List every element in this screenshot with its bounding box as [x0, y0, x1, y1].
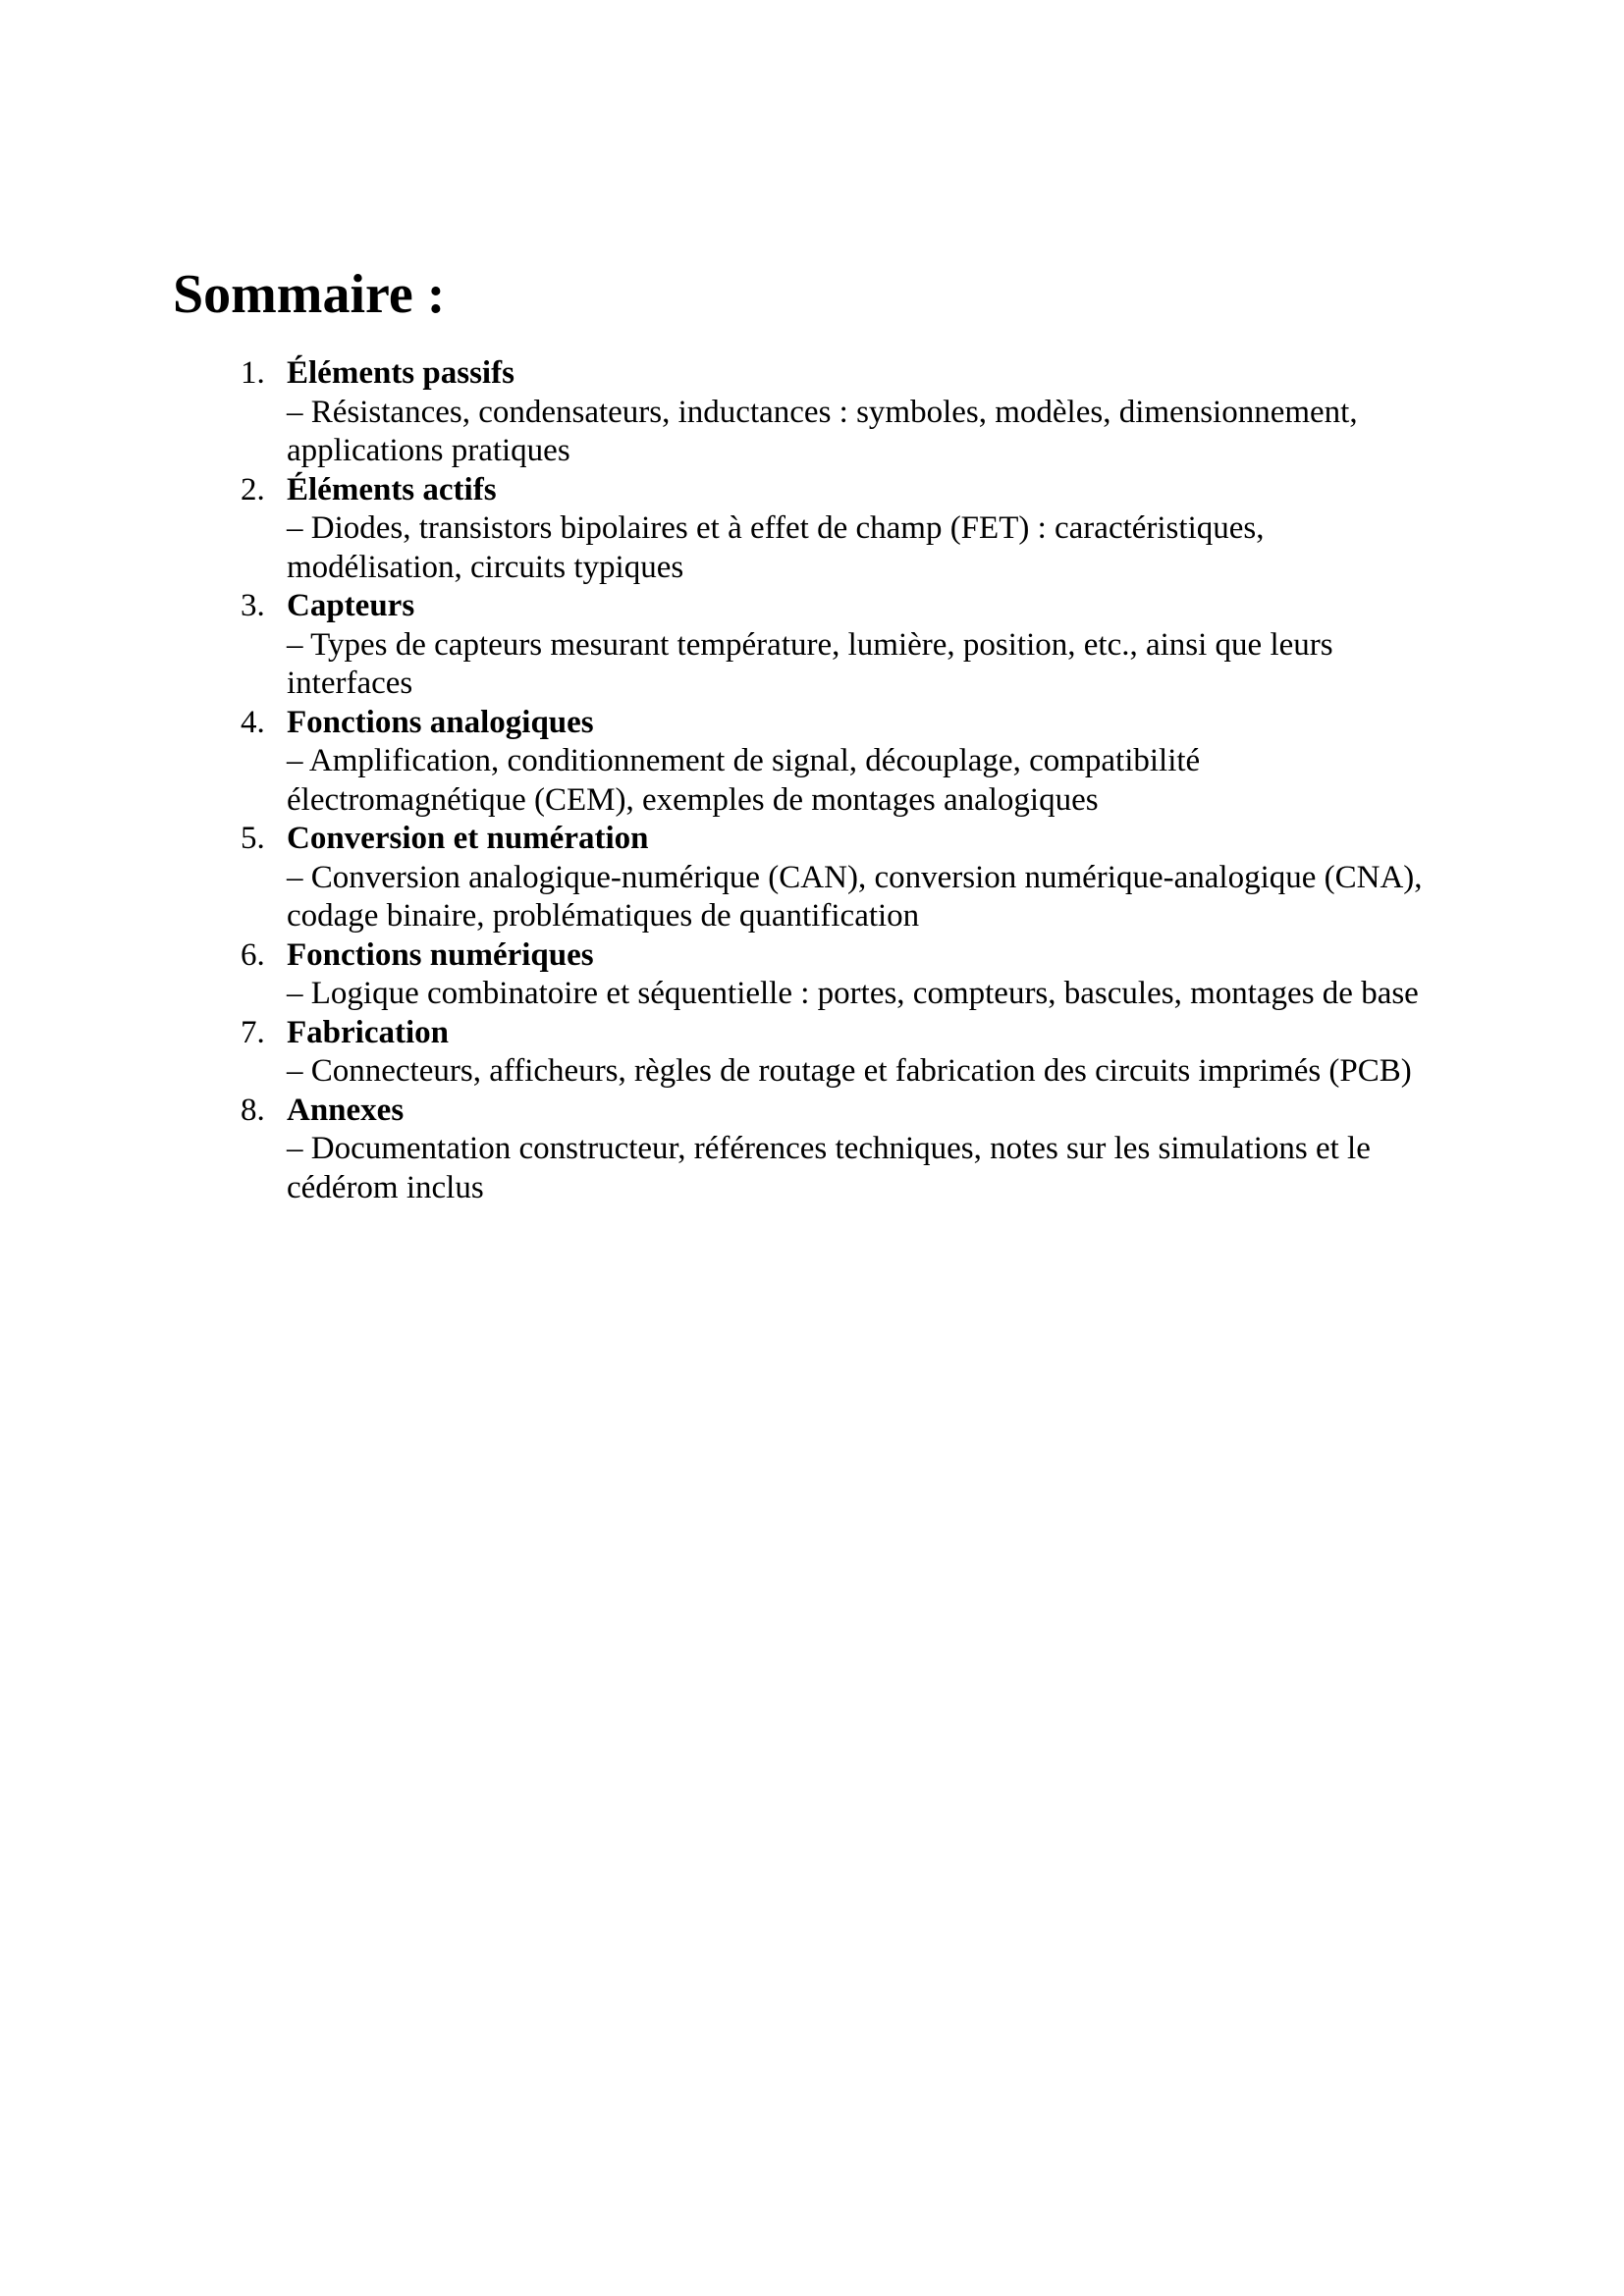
toc-item-heading: Éléments passifs [287, 355, 514, 391]
toc-item-body [287, 704, 1434, 821]
toc-item-heading: Annexes [287, 1092, 405, 1128]
toc-item-number: 4. [241, 704, 265, 740]
toc-item-heading: Capteurs [287, 588, 415, 623]
toc-item-number: 1. [241, 355, 265, 391]
toc-item-body [287, 1014, 1434, 1092]
toc-item-body [287, 587, 1434, 704]
toc-item-description: – Logique combinatoire et séquentielle : portes, compteurs, bascules, montages de base [287, 976, 1419, 1011]
toc-item-description: – Connecteurs, afficheurs, règles de routage et fabrication des circuits imprimés (PCB) [287, 1053, 1412, 1089]
toc-item-description: – Diodes, transistors bipolaires et à effet de champ (FET) : caractéristiques, modélisation, circuits typiques [287, 510, 1265, 585]
toc-item-description: – Types de capteurs mesurant température, lumière, position, etc., ainsi que leurs interfaces [287, 626, 1333, 701]
toc-item-description: – Documentation constructeur, références techniques, notes sur les simulations et le cédérom inclus [287, 1131, 1371, 1205]
toc-item-description: – Conversion analogique-numérique (CAN), conversion numérique-analogique (CNA), codage binaire, problématiques de quantification [287, 859, 1423, 934]
toc-item [241, 820, 1434, 936]
toc-item-heading: Fabrication [287, 1014, 449, 1050]
toc-item [241, 936, 1434, 1014]
toc-item-heading: Conversion et numération [287, 821, 649, 856]
toc-item [241, 587, 1434, 704]
toc-item-body [287, 1092, 1434, 1208]
toc-item [241, 1092, 1434, 1208]
toc-item [241, 354, 1434, 471]
toc-item-heading: Fonctions numériques [287, 936, 594, 973]
toc-item-description: – Amplification, conditionnement de signal, découplage, compatibilité électromagnétique (CEM), exemples de montages analogiques [287, 743, 1201, 818]
toc-item-body [287, 471, 1434, 588]
toc-item-number: 6. [241, 936, 265, 973]
page-title: Sommaire : [173, 264, 446, 325]
toc-item-number: 8. [241, 1092, 265, 1128]
toc-item [241, 1014, 1434, 1092]
toc-item-number: 7. [241, 1014, 265, 1050]
toc-item-body [287, 820, 1434, 936]
toc-item-body [287, 936, 1434, 1014]
toc-item-number: 3. [241, 588, 265, 623]
toc-item-heading: Fonctions analogiques [287, 704, 594, 740]
toc-item-body [287, 354, 1434, 471]
toc-item [241, 471, 1434, 588]
table-of-contents [241, 354, 1434, 1207]
toc-item-number: 2. [241, 471, 265, 507]
toc-item-heading: Éléments actifs [287, 471, 497, 507]
toc-item-number: 5. [241, 821, 265, 856]
toc-item-description: – Résistances, condensateurs, inductances : symboles, modèles, dimensionnement, applications pratiques [287, 394, 1358, 468]
toc-item [241, 704, 1434, 821]
